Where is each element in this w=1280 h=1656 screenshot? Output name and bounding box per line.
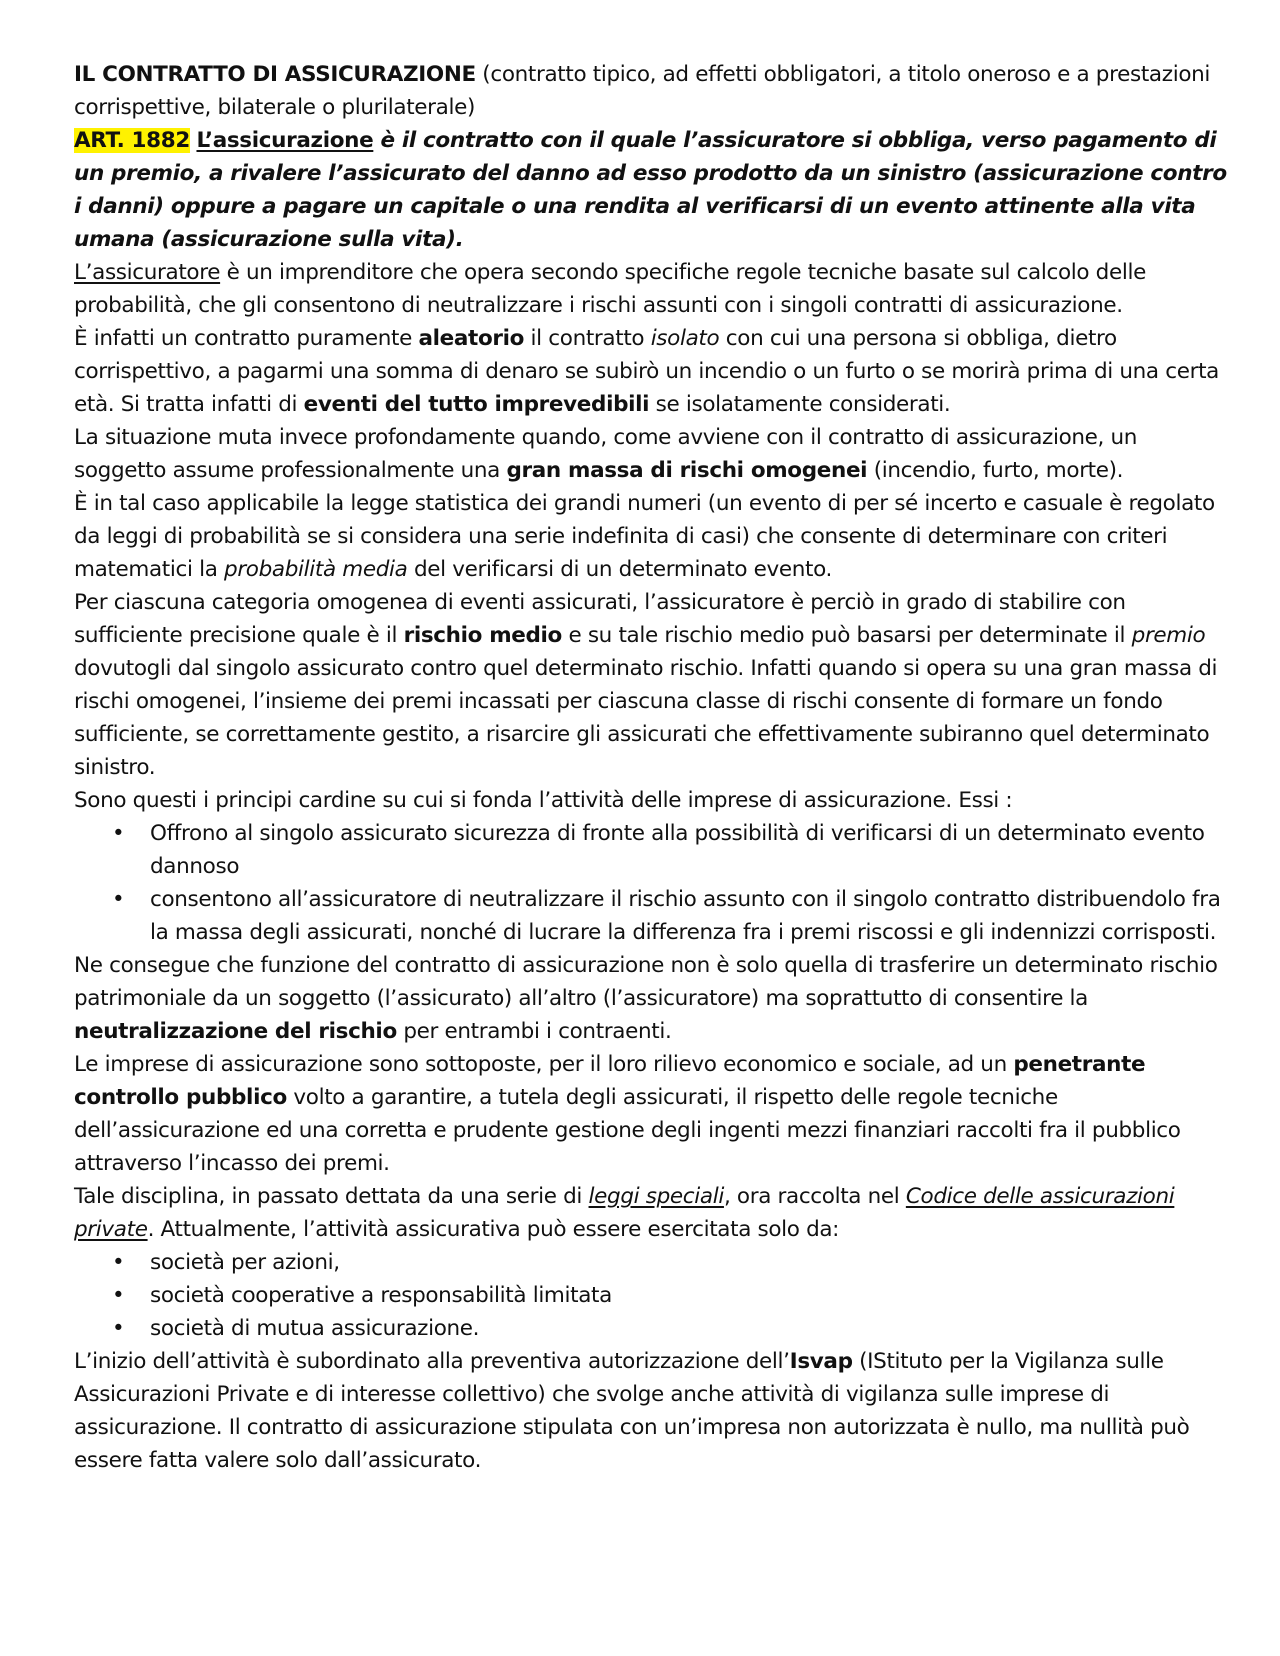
text-run: il contratto — [524, 326, 651, 351]
article-definition: è il contratto con il quale l’assicuratore si obbliga, verso pagamento di un premio, a rivalere l’assicurato del danno ad esso prodotto da un sinistro (assicurazione contro i danni) oppure a pagare un capitale o una rendita al verificarsi di un evento attinente alla vita umana (assicurazione sulla vita). — [74, 128, 1227, 252]
italic-underlined-term: Codice delle assicurazioni private — [74, 1184, 1175, 1242]
text-run: , ora raccolta nel — [723, 1184, 906, 1209]
bold-term: penetrante controllo pubblico — [74, 1052, 1146, 1110]
disciplina-paragraph — [74, 1180, 1234, 1246]
societa-list — [74, 1246, 1234, 1345]
list-item — [112, 1246, 1234, 1279]
categoria-paragraph — [74, 586, 1234, 784]
text-run: del verificarsi di un determinato evento. — [407, 557, 833, 582]
text-run: Tale disciplina, in passato dettata da una serie di — [74, 1184, 589, 1209]
text-run: Per ciascuna categoria omogenea di eventi assicurati, l’assicuratore è perciò in grado di stabilire con sufficiente precisione quale è il — [74, 590, 1126, 648]
bullet-icon: • — [112, 887, 125, 912]
list-item — [112, 1312, 1234, 1345]
document-title: IL CONTRATTO DI ASSICURAZIONE — [74, 62, 476, 87]
title-subtitle: (contratto tipico, ad effetti obbligatori, a titolo oneroso e a prestazioni corrispettive, bilaterale o plurilaterale) — [74, 62, 1211, 120]
text-run: Ne consegue che funzione del contratto di assicurazione non è solo quella di trasferire un determinato rischio patrimoniale da un soggetto (l’assicurato) all’altro (l’assicuratore) ma soprattutto di consentire la — [74, 953, 1218, 1011]
assicuratore-text: è un imprenditore che opera secondo specifiche regole tecniche basate sul calcolo delle probabilità, che gli consentono di neutralizzare i rischi assunti con i singoli contratti di assicurazione. — [74, 260, 1146, 318]
list-item — [112, 883, 1234, 949]
bold-term: aleatorio — [418, 326, 525, 351]
text-run: La situazione muta invece profondamente quando, come avviene con il contratto di assicurazione, un soggetto assume professionalmente una — [74, 425, 1138, 483]
bullet-icon: • — [112, 1250, 125, 1275]
list-item-text: Offrono al singolo assicurato sicurezza di fronte alla possibilità di verificarsi di un determinato evento dannoso — [150, 821, 1205, 879]
assicuratore-paragraph — [74, 256, 1234, 322]
text-run: se isolatamente considerati. — [649, 392, 951, 417]
bold-term: gran massa di rischi omogenei — [506, 458, 868, 483]
italic-term: probabilità media — [224, 557, 408, 582]
imprese-paragraph — [74, 1048, 1234, 1180]
bold-term: neutralizzazione del rischio — [74, 1019, 397, 1044]
text-run: È infatti un contratto puramente — [74, 326, 419, 351]
text-run: per entrambi i contraenti. — [396, 1019, 672, 1044]
text-run: volto a garantire, a tutela degli assicurati, il rispetto delle regole tecniche dell’assicurazione ed una corretta e prudente gestione degli ingenti mezzi finanziari raccolti fra il pubblico attraverso l’incasso dei premi. — [74, 1085, 1181, 1176]
bold-term: Isvap — [789, 1349, 853, 1374]
list-item-text: società cooperative a responsabilità limitata — [150, 1283, 612, 1308]
list-item — [112, 1279, 1234, 1312]
article-term: L’assicurazione — [196, 128, 374, 153]
isvap-paragraph — [74, 1345, 1234, 1477]
list-item-text: società per azioni, — [150, 1250, 340, 1275]
list-item — [112, 817, 1234, 883]
bold-term: eventi del tutto imprevedibili — [303, 392, 650, 417]
assicuratore-term: L’assicuratore — [74, 260, 221, 285]
principi-list — [74, 817, 1234, 949]
list-item-text: società di mutua assicurazione. — [150, 1316, 480, 1341]
bold-term: rischio medio — [403, 623, 562, 648]
text-run: (IStituto per la Vigilanza sulle Assicurazioni Private e di interesse collettivo) che svolge anche attività di vigilanza sulle imprese di assicurazione. Il contratto di assicurazione stipulata con un’impresa non autorizzata è nullo, ma nullità può essere fatta valere solo dall’assicurato. — [74, 1349, 1190, 1473]
funzione-paragraph — [74, 949, 1234, 1048]
bullet-icon: • — [112, 1283, 125, 1308]
text-run: È in tal caso applicabile la legge statistica dei grandi numeri (un evento di per sé incerto e casuale è regolato da leggi di probabilità se si considera una serie indefinita di casi) che consente di determinare con criteri matematici la — [74, 491, 1215, 582]
text-run: L’inizio dell’attività è subordinato alla preventiva autorizzazione dell’ — [74, 1349, 790, 1374]
text-run: e su tale rischio medio può basarsi per determinate il — [561, 623, 1132, 648]
text-run: (incendio, furto, morte). — [867, 458, 1124, 483]
document-page — [74, 58, 1234, 1477]
italic-term: isolato — [650, 326, 720, 351]
list-item-text: consentono all’assicuratore di neutralizzare il rischio assunto con il singolo contratto distribuendolo fra la massa degli assicurati, nonché di lucrare la differenza fra i premi riscossi e gli indennizzi corrisposti. — [150, 887, 1221, 945]
article-label: ART. 1882 — [74, 128, 190, 153]
bullet-icon: • — [112, 1316, 125, 1341]
principi-paragraph: Sono questi i principi cardine su cui si fonda l’attività delle imprese di assicurazione. Essi : — [74, 788, 1013, 813]
text-run: . Attualmente, l’attività assicurativa può essere esercitata solo da: — [147, 1217, 840, 1242]
text-run: con cui una persona si obbliga, dietro corrispettivo, a pagarmi una somma di denaro se subirò un incendio o un furto o se morirà prima di una certa età. Si tratta infatti di — [74, 326, 1219, 417]
aleatorio-paragraph — [74, 322, 1234, 421]
situazione-paragraph — [74, 421, 1234, 487]
italic-term: premio — [1131, 623, 1206, 648]
article-paragraph — [74, 124, 1234, 256]
legge-paragraph — [74, 487, 1234, 586]
italic-underlined-term: leggi speciali — [588, 1184, 724, 1209]
text-run: dovutogli dal singolo assicurato contro quel determinato rischio. Infatti quando si opera su una gran massa di rischi omogenei, l’insieme dei premi incassati per ciascuna classe di rischi consente di formare un fondo sufficiente, se correttamente gestito, a risarcire gli assicurati che effettivamente subiranno quel determinato sinistro. — [74, 656, 1218, 780]
text-run: Le imprese di assicurazione sono sottoposte, per il loro rilievo economico e sociale, ad un — [74, 1052, 1014, 1077]
title-paragraph — [74, 58, 1234, 124]
bullet-icon: • — [112, 821, 125, 846]
